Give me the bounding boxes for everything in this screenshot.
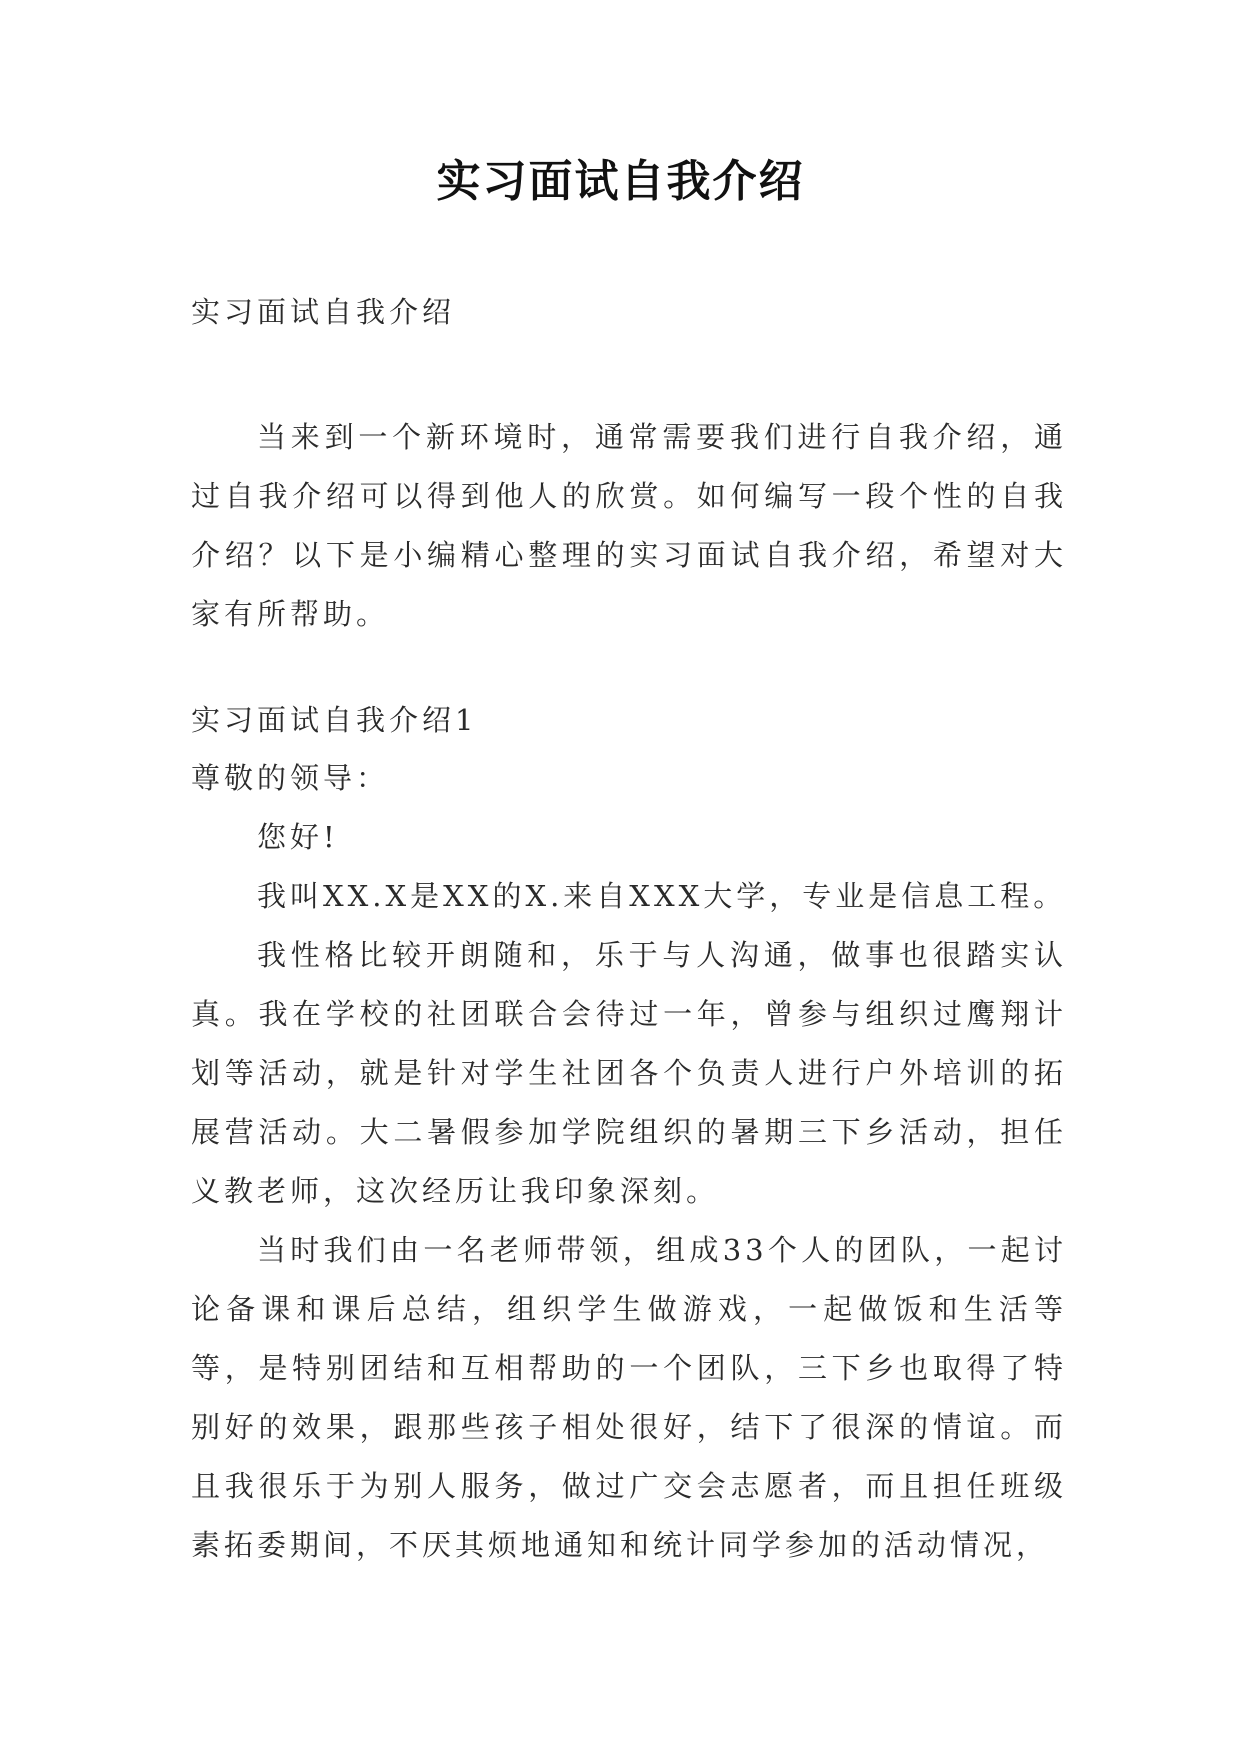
letter-body [191, 808, 1067, 1575]
intro-paragraph [191, 408, 1067, 644]
document-subtitle: 实习面试自我介绍 [191, 295, 456, 329]
salutation: 尊敬的领导： [191, 761, 390, 795]
intro-text: 当来到一个新环境时，通常需要我们进行自我介绍，通过自我介绍可以得到他人的欣赏。如何编写一段个性的自我介绍？以下是小编精心整理的实习面试自我介绍，希望对大家有所帮助。 [191, 420, 1067, 631]
section-heading: 实习面试自我介绍1 [191, 703, 478, 737]
experience-paragraph: 当时我们由一名老师带领，组成33个人的团队，一起讨论备课和课后总结，组织学生做游戏，一起做饭和生活等等，是特别团结和互相帮助的一个团队，三下乡也取得了特别好的效果，跟那些孩子相处很好，结下了很深的情谊。而且我很乐于为别人服务，做过广交会志愿者，而且担任班级素拓委期间，不厌其烦地通知和统计同学参加的活动情况， [191, 1233, 1067, 1562]
personality-paragraph: 我性格比较开朗随和，乐于与人沟通，做事也很踏实认真。我在学校的社团联合会待过一年，曾参与组织过鹰翔计划等活动，就是针对学生社团各个负责人进行户外培训的拓展营活动。大二暑假参加学院组织的暑期三下乡活动，担任义教老师，这次经历让我印象深刻。 [191, 938, 1067, 1208]
greeting-paragraph: 您好! [257, 820, 339, 854]
name-paragraph: 我叫XX.X是XX的X.来自XXX大学，专业是信息工程。 [257, 879, 1067, 913]
document-title: 实习面试自我介绍 [436, 156, 805, 207]
